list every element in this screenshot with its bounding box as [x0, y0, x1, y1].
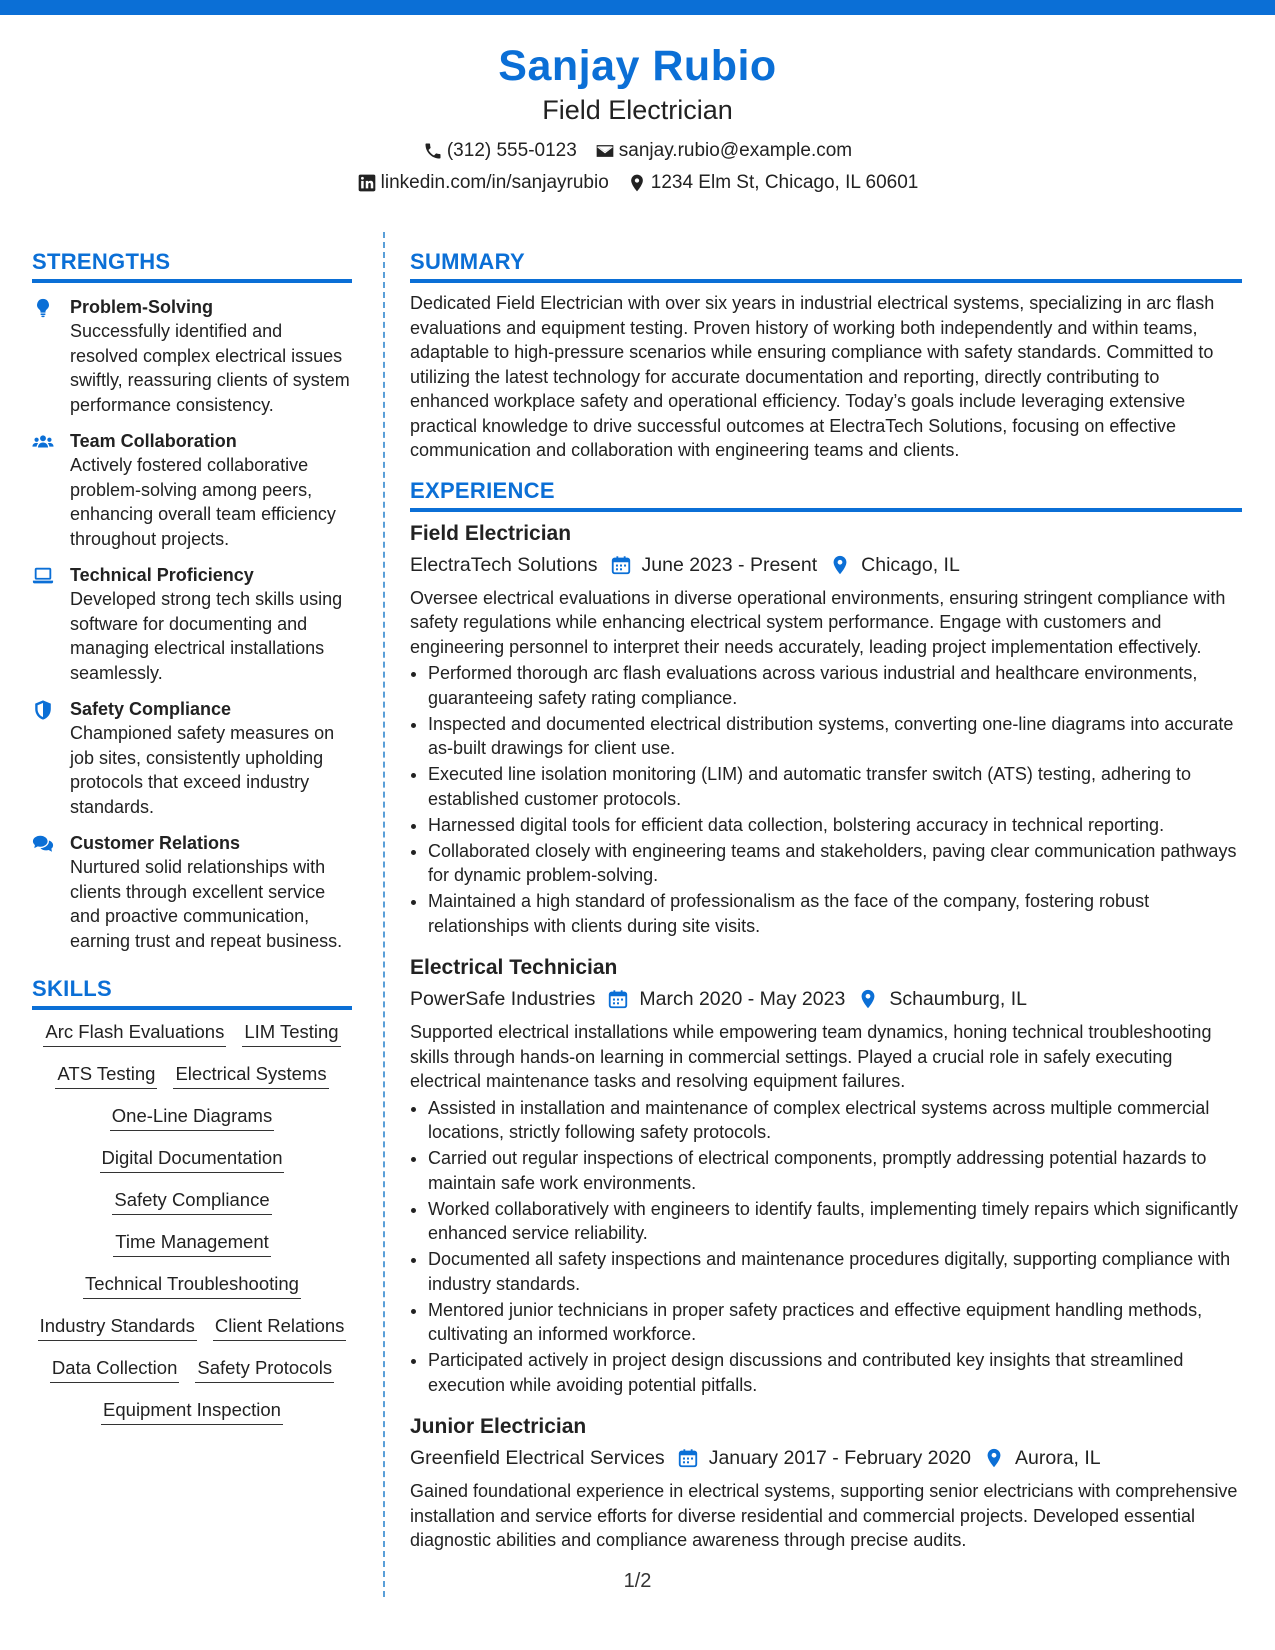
- bullet-item: • Collaborated closely with engineering teams and stakeholders, paving clear communication pathways for dynamic problem-solving.: [428, 839, 1242, 888]
- contact-row-2: [0, 170, 1275, 196]
- column-divider: [383, 232, 385, 1597]
- strengths-heading: STRENGTHS: [32, 248, 352, 283]
- skill-tag: Time Management: [113, 1228, 271, 1257]
- strength-title: Team Collaboration: [70, 431, 237, 451]
- linkedin-item: [357, 170, 609, 196]
- bullet-item: • Harnessed digital tools for efficient data collection, bolstering accuracy in technical reporting.: [428, 813, 1242, 838]
- skills-list: [32, 1018, 352, 1425]
- map-pin-icon: [829, 554, 851, 576]
- chat-icon: [32, 831, 70, 953]
- strengths-list: [32, 295, 352, 953]
- calendar-icon: [677, 1447, 699, 1469]
- strength-item: [32, 563, 352, 685]
- bullet-item: • Performed thorough arc flash evaluations across various industrial and healthcare environments, guaranteeing safety rating compliance.: [428, 661, 1242, 710]
- strength-desc: Successfully identified and resolved complex electrical issues swiftly, reassuring clients of system performance consistency.: [70, 321, 350, 415]
- bullet-item: • Documented all safety inspections and maintenance procedures digitally, supporting compliance with industry standards.: [428, 1247, 1242, 1296]
- right-column: [410, 248, 1242, 1553]
- job-entry: [410, 1413, 1242, 1553]
- strength-desc: Actively fostered collaborative problem-solving among peers, enhancing overall team efficiency throughout projects.: [70, 455, 336, 549]
- strength-item: [32, 295, 352, 417]
- job-meta: [410, 984, 1242, 1014]
- skill-tag: Arc Flash Evaluations: [43, 1018, 226, 1047]
- job-description: Oversee electrical evaluations in diverse operational environments, ensuring stringent compliance with safety regulations while enhancing electrical system performance. Engage with customers and engineering personnel to interpret their needs accurately, leading project implementation effectively.: [410, 587, 1226, 657]
- job-company: ElectraTech Solutions: [410, 553, 598, 576]
- bullet-item: • Mentored junior technicians in proper safety practices and effective equipment handling methods, cultivating an informed workforce.: [428, 1298, 1242, 1347]
- left-column: [32, 248, 352, 1425]
- skill-tag: One-Line Diagrams: [110, 1102, 274, 1131]
- linkedin-link[interactable]: linkedin.com/in/sanjayrubio: [380, 172, 609, 193]
- bullet-item: • Carried out regular inspections of electrical components, promptly addressing potential hazards to maintain safe work environments.: [428, 1146, 1242, 1195]
- strength-title: Technical Proficiency: [70, 565, 254, 585]
- skills-section: [32, 975, 352, 1425]
- phone-item: [423, 138, 577, 164]
- job-entry: [410, 520, 1242, 939]
- job-dates: March 2020 - May 2023: [639, 988, 846, 1010]
- phone-text[interactable]: (312) 555-0123: [446, 140, 577, 161]
- users-icon: [32, 429, 70, 551]
- bullet-item: • Maintained a high standard of professionalism as the face of the company, fostering robust relationships with clients during site visits.: [428, 889, 1242, 938]
- map-pin-icon: [983, 1447, 1005, 1469]
- job-location: Aurora, IL: [1015, 1447, 1101, 1469]
- skill-tag: Safety Protocols: [195, 1354, 334, 1383]
- bullet-item: • Executed line isolation monitoring (LIM) and automatic transfer switch (ATS) testing, adhering to established customer protocols.: [428, 762, 1242, 811]
- map-pin-icon: [857, 988, 879, 1010]
- address-text: 1234 Elm St, Chicago, IL 60601: [650, 172, 919, 193]
- top-accent-bar: [0, 0, 1275, 15]
- job-entry: [410, 954, 1242, 1397]
- job-bullets: [410, 1096, 1242, 1398]
- shield-icon: [32, 697, 70, 819]
- job-company: Greenfield Electrical Services: [410, 1447, 665, 1469]
- bullet-item: • Participated actively in project design discussions and contributed key insights that streamlined execution while avoiding potential pitfalls.: [428, 1348, 1242, 1397]
- job-dates: June 2023 - Present: [641, 553, 818, 576]
- skill-tag: Digital Documentation: [100, 1144, 285, 1173]
- skill-tag: Electrical Systems: [173, 1060, 328, 1089]
- job-title: Field Electrician: [410, 521, 572, 545]
- strength-desc: Nurtured solid relationships with clients through excellent service and proactive communication, earning trust and repeat business.: [70, 857, 343, 951]
- calendar-icon: [607, 988, 629, 1010]
- job-meta: [410, 1443, 1242, 1473]
- skills-heading: SKILLS: [32, 975, 352, 1010]
- job-title: Junior Electrician: [410, 1415, 587, 1438]
- linkedin-icon: [357, 173, 377, 193]
- email-link[interactable]: sanjay.rubio@example.com: [618, 140, 853, 161]
- lightbulb-icon: [32, 295, 70, 417]
- skill-tag: Client Relations: [213, 1312, 347, 1341]
- experience-heading: EXPERIENCE: [410, 477, 1242, 512]
- bullet-item: • Worked collaboratively with engineers to identify faults, implementing timely repairs which significantly enhanced service reliability.: [428, 1197, 1242, 1246]
- contact-row-1: [0, 138, 1275, 164]
- candidate-title: Field Electrician: [542, 95, 733, 125]
- job-meta: [410, 550, 1242, 580]
- email-item: [595, 138, 852, 164]
- page-number: 1/2: [623, 1570, 652, 1592]
- skill-tag: Data Collection: [50, 1354, 179, 1383]
- job-title: Electrical Technician: [410, 956, 618, 979]
- candidate-name: Sanjay Rubio: [498, 42, 777, 90]
- resume-header: [0, 40, 1275, 196]
- strength-desc: Developed strong tech skills using software for documenting and managing electrical installations seamlessly.: [70, 589, 343, 683]
- strength-title: Customer Relations: [70, 833, 241, 853]
- job-description: Gained foundational experience in electrical systems, supporting senior electricians with comprehensive installation and service efforts for diverse residential and commercial projects. Developed essential diagnostic abilities and compliance awareness through precise audits.: [410, 1481, 1238, 1550]
- laptop-icon: [32, 563, 70, 685]
- job-dates: January 2017 - February 2020: [708, 1447, 972, 1469]
- skill-tag: Technical Troubleshooting: [83, 1270, 301, 1299]
- summary-text: Dedicated Field Electrician with over six years in industrial electrical systems, specializing in arc flash evaluations and equipment testing. Proven history of working both independently and within teams, adaptable to high-pressure scenarios while ensuring compliance with safety standards. Committed to utilizing the latest technology for accurate documentation and reporting, directly contributing to enhanced workplace safety and operational efficiency. Today’s goals include leveraging extensive practical knowledge to drive successful outcomes at ElectraTech Solutions, focusing on effective communication and collaboration with engineering teams and clients.: [410, 293, 1215, 460]
- skill-tag: LIM Testing: [242, 1018, 340, 1047]
- experience-section: [410, 477, 1242, 1553]
- address-item: [627, 170, 919, 196]
- strength-item: [32, 831, 352, 953]
- calendar-icon: [610, 554, 632, 576]
- strength-title: Safety Compliance: [70, 699, 232, 719]
- summary-heading: SUMMARY: [410, 248, 1242, 283]
- strength-desc: Championed safety measures on job sites, consistently upholding protocols that exceed industry standards.: [70, 723, 335, 817]
- map-pin-icon: [627, 173, 647, 193]
- bullet-item: • Assisted in installation and maintenance of complex electrical systems across multiple commercial locations, strictly following safety protocols.: [428, 1096, 1242, 1145]
- job-company: PowerSafe Industries: [410, 988, 596, 1010]
- job-bullets: [410, 661, 1242, 938]
- phone-icon: [423, 141, 443, 161]
- job-location: Schaumburg, IL: [889, 988, 1027, 1010]
- skill-tag: ATS Testing: [55, 1060, 157, 1089]
- bullet-item: • Inspected and documented electrical distribution systems, converting one-line diagrams into accurate as-built drawings for client use.: [428, 712, 1242, 761]
- job-location: Chicago, IL: [861, 553, 960, 576]
- skill-tag: Safety Compliance: [112, 1186, 271, 1215]
- strength-item: [32, 697, 352, 819]
- skill-tag: Industry Standards: [38, 1312, 197, 1341]
- strength-title: Problem-Solving: [70, 297, 214, 317]
- job-description: Supported electrical installations while empowering team dynamics, honing technical troubleshooting skills through hands-on learning in commercial settings. Played a crucial role in safely executing electrical maintenance tasks and resolving equipment failures.: [410, 1022, 1212, 1091]
- envelope-icon: [595, 141, 615, 161]
- strength-item: [32, 429, 352, 551]
- skill-tag: Equipment Inspection: [101, 1396, 283, 1425]
